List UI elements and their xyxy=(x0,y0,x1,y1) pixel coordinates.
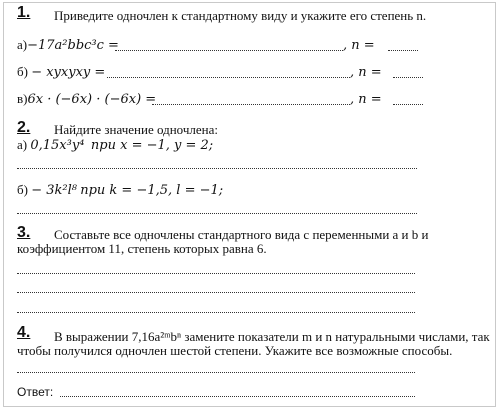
task3-answer-line-3 xyxy=(17,312,415,313)
task2-item-b-answer-line xyxy=(17,213,417,214)
task1-title: Приведите одночлен к стандартному виду и укажите его степень n. xyxy=(54,8,427,23)
task2-number: 2. xyxy=(17,119,31,136)
task1-number: 1. xyxy=(17,4,31,21)
task1-item-a-degree: , n = xyxy=(343,38,375,53)
task4-text-line1: В выражении 7,16a²ᵐbⁿ замените показатели m и n натуральными числами, так xyxy=(54,329,490,344)
task3-number: 3. xyxy=(17,224,31,241)
task2-title: Найдите значение одночлена: xyxy=(54,122,218,137)
task1-item-a: а)−17a²bbc³c = xyxy=(17,37,119,53)
task4-text-line2: чтобы получился одночлен шестой степени. Укажите все возможные способы. xyxy=(17,343,453,358)
task1-item-a-degree-line xyxy=(388,50,418,51)
task3-text-line1: Составьте все одночлены стандартного вида с переменными a и b и xyxy=(54,227,429,242)
task4-number: 4. xyxy=(17,324,31,341)
task1-item-c: в)6x · (−6x) · (−6x) = xyxy=(17,91,157,107)
answer-line xyxy=(60,396,415,397)
task1-item-b-degree: , n = xyxy=(350,65,382,80)
task3-text-line2: коэффициентом 11, степень которых равна 6. xyxy=(17,241,267,256)
task1-item-c-degree: , n = xyxy=(350,92,382,107)
task4-answer-line xyxy=(17,372,415,373)
task1-item-c-answer-line xyxy=(152,104,350,105)
task1-item-b: б) − xyxyxy = xyxy=(17,64,106,80)
task1-item-a-answer-line xyxy=(115,50,343,51)
task2-item-a-answer-line xyxy=(17,168,417,169)
task3-answer-line-1 xyxy=(17,273,415,274)
task2-item-a: а) 0,15x³y⁴ при x = −1, y = 2; xyxy=(17,137,214,153)
answer-label: Ответ: xyxy=(17,385,54,399)
task3-answer-line-2 xyxy=(17,292,415,293)
task1-item-b-answer-line xyxy=(107,77,350,78)
task1-item-c-degree-line xyxy=(393,104,423,105)
task2-item-b: б) − 3k²l⁸ при k = −1,5, l = −1; xyxy=(17,182,224,198)
task1-item-b-degree-line xyxy=(393,77,423,78)
